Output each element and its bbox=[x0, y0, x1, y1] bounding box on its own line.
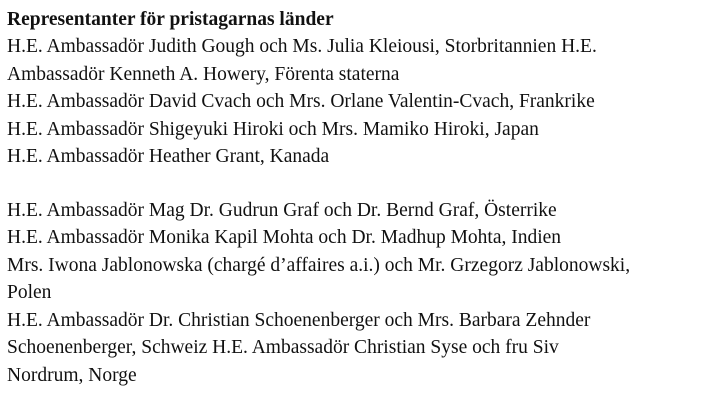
section-heading: Representanter för pristagarnas länder bbox=[7, 9, 334, 30]
list-line: Polen bbox=[7, 282, 52, 303]
representatives-list-1 bbox=[7, 33, 703, 171]
list-line: H.E. Ambassadör Judith Gough och Ms. Julia Kleiousi, Storbritannien H.E. bbox=[7, 36, 597, 57]
list-line: H.E. Ambassadör Monika Kapil Mohta och Dr. Madhup Mohta, Indien bbox=[7, 227, 562, 248]
list-line: Ambassadör Kenneth A. Howery, Förenta staterna bbox=[7, 63, 400, 85]
list-line: H.E. Ambassadör David Cvach och Mrs. Orlane Valentin-Cvach, Frankrike bbox=[7, 91, 595, 112]
document bbox=[7, 7, 703, 389]
paragraph-gap bbox=[7, 171, 703, 197]
list-line: H.E. Ambassadör Dr. Christian Schoenenberger och Mrs. Barbara Zehnder bbox=[7, 309, 591, 331]
list-line: H.E. Ambassadör Mag Dr. Gudrun Graf och Dr. Bernd Graf, Österrike bbox=[7, 199, 557, 221]
list-line: Schoenenberger, Schweiz H.E. Ambassadör Christian Syse och fru Siv bbox=[7, 337, 559, 358]
list-line: H.E. Ambassadör Heather Grant, Kanada bbox=[7, 146, 330, 167]
representatives-list-2 bbox=[7, 197, 703, 390]
list-line: Mrs. Iwona Jablonowska (chargé d’affaires a.i.) och Mr. Grzegorz Jablonowski, bbox=[7, 254, 631, 276]
list-line: H.E. Ambassadör Shigeyuki Hiroki och Mrs. Mamiko Hiroki, Japan bbox=[7, 118, 539, 140]
list-line: Nordrum, Norge bbox=[7, 364, 137, 386]
